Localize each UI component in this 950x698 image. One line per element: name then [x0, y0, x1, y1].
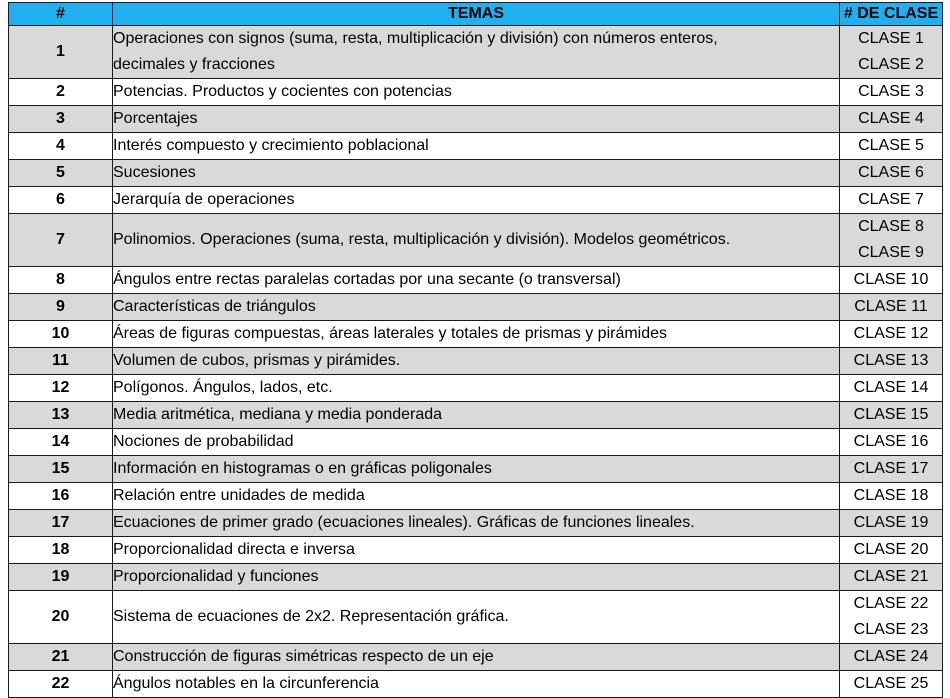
row-topic: [113, 106, 840, 133]
topic-line: Volumen de cubos, prismas y pirámides.: [113, 352, 401, 369]
class-label: CLASE 19: [853, 514, 929, 531]
topic-line: Nociones de probabilidad: [113, 433, 294, 450]
topic-line: Relación entre unidades de medida: [113, 487, 365, 504]
class-label: CLASE 21: [853, 568, 929, 585]
table-row: [9, 267, 943, 294]
row-number: 21: [9, 644, 113, 671]
row-class: [840, 483, 943, 510]
table-row: [9, 294, 943, 321]
row-class: [840, 321, 943, 348]
row-class: [840, 644, 943, 671]
row-topic: [113, 26, 840, 79]
class-label: CLASE 8: [858, 218, 924, 235]
row-topic: [113, 267, 840, 294]
table-row: [9, 160, 943, 187]
table-row: [9, 214, 943, 267]
topic-line: Potencias. Productos y cocientes con potencias: [113, 83, 452, 100]
topic-line: Polígonos. Ángulos, lados, etc.: [113, 379, 333, 396]
row-topic: [113, 160, 840, 187]
class-label: CLASE 14: [853, 379, 929, 396]
table-row: [9, 429, 943, 456]
row-number: 5: [9, 160, 113, 187]
class-label: CLASE 2: [858, 56, 924, 73]
class-label: CLASE 15: [853, 406, 929, 423]
class-label: CLASE 20: [853, 541, 929, 558]
class-label: CLASE 13: [853, 352, 929, 369]
row-number: 15: [9, 456, 113, 483]
class-label: CLASE 22: [853, 595, 929, 612]
class-label: CLASE 25: [853, 675, 929, 692]
row-number: 10: [9, 321, 113, 348]
table-row: [9, 375, 943, 402]
topic-line: Áreas de figuras compuestas, áreas laterales y totales de prismas y pirámides: [113, 325, 668, 342]
row-topic: [113, 564, 840, 591]
table-row: [9, 26, 943, 79]
row-class: [840, 564, 943, 591]
topic-line: Sucesiones: [113, 164, 196, 181]
row-topic: [113, 133, 840, 160]
row-number: 2: [9, 79, 113, 106]
table-row: [9, 321, 943, 348]
topic-line: Ecuaciones de primer grado (ecuaciones lineales). Gráficas de funciones lineales.: [113, 514, 695, 531]
class-label: CLASE 10: [853, 271, 929, 288]
class-label: CLASE 17: [853, 460, 929, 477]
class-label: CLASE 1: [858, 30, 924, 47]
row-topic: [113, 591, 840, 644]
topic-line: Sistema de ecuaciones de 2x2. Representación gráfica.: [113, 608, 509, 625]
row-number: 7: [9, 214, 113, 267]
row-class: [840, 187, 943, 214]
topic-line: Proporcionalidad directa e inversa: [113, 541, 355, 558]
table-row: [9, 644, 943, 671]
row-number: 18: [9, 537, 113, 564]
table-row: [9, 348, 943, 375]
row-number: 3: [9, 106, 113, 133]
topic-line: Construcción de figuras simétricas respecto de un eje: [113, 648, 494, 665]
row-class: [840, 375, 943, 402]
row-number: 1: [9, 26, 113, 79]
row-topic: [113, 321, 840, 348]
row-number: 17: [9, 510, 113, 537]
row-class: [840, 79, 943, 106]
row-class: [840, 591, 943, 644]
topic-line: Interés compuesto y crecimiento poblacional: [113, 137, 429, 154]
row-class: [840, 537, 943, 564]
topic-line: Ángulos notables en la circunferencia: [113, 675, 379, 692]
topic-line: Porcentajes: [113, 110, 198, 127]
class-label: CLASE 7: [858, 191, 924, 208]
row-class: [840, 402, 943, 429]
row-topic: [113, 644, 840, 671]
row-topic: [113, 429, 840, 456]
table-row: [9, 591, 943, 644]
row-class: [840, 429, 943, 456]
topic-line: Proporcionalidad y funciones: [113, 568, 319, 585]
class-label: CLASE 18: [853, 487, 929, 504]
row-class: [840, 214, 943, 267]
row-number: 14: [9, 429, 113, 456]
row-class: [840, 294, 943, 321]
row-topic: [113, 294, 840, 321]
class-label: CLASE 23: [853, 621, 929, 638]
row-topic: [113, 402, 840, 429]
topic-line: Información en histogramas o en gráficas poligonales: [113, 460, 492, 477]
topic-line: Ángulos entre rectas paralelas cortadas por una secante (o transversal): [113, 271, 621, 288]
row-number: 19: [9, 564, 113, 591]
row-number: 12: [9, 375, 113, 402]
table-row: [9, 133, 943, 160]
row-class: [840, 510, 943, 537]
row-topic: [113, 375, 840, 402]
row-topic: [113, 510, 840, 537]
table-header-row: [9, 3, 943, 26]
row-number: 20: [9, 591, 113, 644]
row-topic: [113, 348, 840, 375]
class-label: CLASE 6: [858, 164, 924, 181]
table-row: [9, 79, 943, 106]
row-topic: [113, 537, 840, 564]
class-label: CLASE 4: [858, 110, 924, 127]
table-row: [9, 483, 943, 510]
row-topic: [113, 483, 840, 510]
topic-line: Polinomios. Operaciones (suma, resta, multiplicación y división). Modelos geométricos.: [113, 231, 731, 248]
row-number: 6: [9, 187, 113, 214]
row-class: [840, 133, 943, 160]
class-label: CLASE 24: [853, 648, 929, 665]
row-topic: [113, 187, 840, 214]
header-number: #: [9, 3, 113, 26]
table-body: [9, 26, 943, 698]
topic-line: Jerarquía de operaciones: [113, 191, 295, 208]
class-label: CLASE 11: [854, 298, 928, 315]
row-class: [840, 456, 943, 483]
class-label: CLASE 16: [853, 433, 929, 450]
class-label: CLASE 3: [858, 83, 924, 100]
table-row: [9, 510, 943, 537]
header-class-number: # DE CLASE: [840, 3, 943, 26]
row-number: 13: [9, 402, 113, 429]
class-label: CLASE 12: [853, 325, 929, 342]
table-row: [9, 187, 943, 214]
topic-line: Media aritmética, mediana y media ponderada: [113, 406, 443, 423]
topic-line: Operaciones con signos (suma, resta, multiplicación y división) con números enteros,: [113, 30, 718, 47]
row-topic: [113, 456, 840, 483]
header-topics: TEMAS: [113, 3, 840, 26]
row-number: 8: [9, 267, 113, 294]
table-row: [9, 402, 943, 429]
row-number: 16: [9, 483, 113, 510]
row-class: [840, 26, 943, 79]
table-row: [9, 537, 943, 564]
row-number: 11: [9, 348, 113, 375]
table-row: [9, 564, 943, 591]
row-class: [840, 348, 943, 375]
topic-line: Características de triángulos: [113, 298, 316, 315]
row-topic: [113, 214, 840, 267]
table-row: [9, 456, 943, 483]
row-class: [840, 267, 943, 294]
row-number: 22: [9, 671, 113, 698]
topic-line: decimales y fracciones: [113, 56, 275, 73]
row-number: 4: [9, 133, 113, 160]
table-row: [9, 106, 943, 133]
row-class: [840, 160, 943, 187]
topics-table: [8, 2, 943, 698]
row-class: [840, 106, 943, 133]
row-number: 9: [9, 294, 113, 321]
row-topic: [113, 79, 840, 106]
class-label: CLASE 9: [858, 244, 924, 261]
class-label: CLASE 5: [858, 137, 924, 154]
